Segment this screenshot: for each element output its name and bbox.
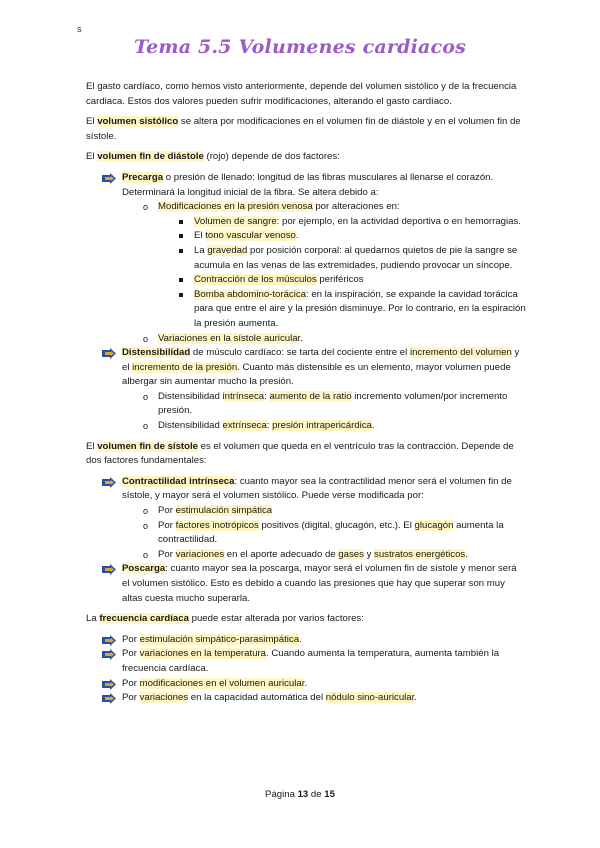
list-item: Volumen de sangre: por ejemplo, en la actividad deportiva o en hemorragias.	[86, 215, 526, 230]
list-item: o Por variaciones en el aporte adecuado de gases y sustratos energéticos.	[86, 548, 526, 563]
list-item: Por modificaciones en el volumen auricular.	[86, 677, 526, 692]
circle-bullet-icon: o	[143, 520, 149, 531]
list-item-contractilidad: Contractilidad intrínseca: cuanto mayor sea la contractilidad menor será el volumen fin de sístole, y mayor será el volumen sistólico. Puede verse modificada por: o Por estimulación simpática o Por factores inotrópicos positivos (digital, glucagón, etc.). El glucagón aumenta la contractilidad. o Por variaciones en el aporte adecuado de gases y sustratos energéticos.	[86, 475, 526, 563]
square-bullet-icon	[179, 249, 183, 253]
list-item-extrinseca: o Distensibilidad extrínseca: presión intrapericárdica.	[86, 419, 526, 434]
square-bullet-icon	[179, 234, 183, 238]
vfs-paragraph: El volumen fin de sístole es el volumen que queda en el ventrículo tras la contracción. Depende de dos factores fundamentales:	[86, 440, 514, 467]
circle-bullet-icon: o	[143, 202, 149, 213]
list-item-sistole-auricular: o Variaciones en la sístole auricular.	[86, 332, 526, 347]
circle-bullet-icon: o	[143, 421, 149, 432]
page-footer: Página 13 de 15	[265, 789, 335, 800]
square-bullet-icon	[179, 278, 183, 282]
vs-paragraph: El volumen sistólico se altera por modificaciones en el volumen fin de diástole y en el volumen fin de sístole.	[86, 116, 521, 142]
arrow-bullet-icon	[102, 173, 116, 184]
arrow-bullet-icon	[102, 348, 116, 359]
list-item-presion-venosa: o Modificaciones en la presión venosa por alteraciones en: Volumen de sangre: por ejemplo, en la actividad deportiva o en hemorragias. El tono vascular venoso. La gravedad por posición corporal: al quedarnos quietos de pie la sangre se acumula en las venas de las extremidades, pudiendo provocar un síncope. Contracción de los músculos periféricos Bomba abdomino-torácica: en la inspiración, se expande la cavidad torácica para que entre el aire y la presión disminuye. Por lo contrario, en la espiración la presión aumenta.	[86, 200, 526, 331]
circle-bullet-icon: o	[143, 549, 149, 560]
list-item: La gravedad por posición corporal: al quedarnos quietos de pie la sangre se acumula en las venas de las extremidades, pudiendo provocar un síncope.	[86, 244, 526, 273]
arrow-bullet-icon	[102, 477, 116, 488]
list-item-distensibilidad: Distensibilidad de músculo cardíaco: se tarta del cociente entre el incremento del volumen y el incremento de la presión. Cuanto más distensible es un elemento, mayor volumen puede albergar sin aumentar mucho la presión. o Distensibilidad intrínseca: aumento de la ratio incremento volumen/por incremento presión. o Distensibilidad extrínseca: presión intrapericárdica.	[86, 346, 526, 434]
list-item: o Por estimulación simpática	[86, 504, 526, 519]
arrow-bullet-icon	[102, 649, 116, 660]
square-bullet-icon	[179, 293, 183, 297]
arrow-bullet-icon	[102, 693, 116, 704]
term-volumen-sistolico: volumen sistólico	[97, 116, 179, 128]
term-vfs: volumen fin de sístole	[97, 440, 198, 452]
page-title: Tema 5.5 Volumenes cardiacos	[133, 36, 467, 58]
list-item: Bomba abdomino-torácica: en la inspiración, se expande la cavidad torácica para que entre el aire y la presión disminuye. Por lo contrario, en la espiración la presión aumenta.	[86, 288, 526, 332]
total-pages: 15	[324, 789, 335, 800]
vfd-factor-list	[86, 171, 526, 434]
arrow-bullet-icon	[102, 635, 116, 646]
fc-paragraph: La frecuencia cardíaca puede estar alterada por varios factores:	[86, 613, 364, 625]
list-item: Por estimulación simpático-parasimpática.	[86, 633, 526, 648]
list-item: o Por factores inotrópicos positivos (digital, glucagón, etc.). El glucagón aumenta la contractilidad.	[143, 519, 504, 546]
circle-bullet-icon: o	[143, 391, 149, 402]
list-item: El tono vascular venoso.	[86, 229, 526, 244]
arrow-bullet-icon	[102, 564, 116, 575]
circle-bullet-icon: o	[143, 333, 149, 344]
circle-bullet-icon: o	[143, 506, 149, 517]
vfs-factor-list	[86, 475, 526, 606]
document-body	[86, 80, 526, 706]
term-vfd: volumen fin de diástole	[97, 151, 204, 163]
list-item: Por variaciones en la temperatura. Cuando aumenta la temperatura, aumenta también la frecuencia cardíaca.	[86, 647, 526, 676]
fc-factor-list	[86, 633, 526, 706]
list-item-precarga: Precarga o presión de llenado: longitud de las fibras musculares al llenarse el corazón. Determinará la longitud inicial de la fibra. Se altera debido a: o Modificaciones en la presión venosa por alteraciones en: Volumen de sangre: por ejemplo, en la actividad deportiva o en hemorragias. El tono vascular venoso. La gravedad por posición corporal: al quedarnos quietos de pie la sangre se acumula en las venas de las extremidades, pudiendo provocar un síncope. Contracción de los músculos periféricos Bomba abdomino-torácica: en la inspiración, se expande la cavidad torácica para que entre el aire y la presión disminuye. Por lo contrario, en la espiración la presión aumenta. o Variaciones en la sístole auricular.	[86, 171, 526, 346]
list-item-poscarga: Poscarga: cuanto mayor sea la poscarga, mayor será el volumen fin de sístole y menor será el volumen sistólico. Esto es debido a cuando las presiones que hay que superar son muy altas cuesta mucho superarla.	[86, 562, 526, 606]
vfd-paragraph: El volumen fin de diástole (rojo) depende de dos factores:	[86, 151, 340, 163]
term-frecuencia-cardiaca: frecuencia cardíaca	[99, 613, 189, 625]
intro-paragraph: El gasto cardíaco, como hemos visto anteriormente, depende del volumen sistólico y de la frecuencia cardiaca. Estos dos valores pueden sufrir modificaciones, alterando el gasto cardíaco.	[86, 81, 517, 107]
current-page: 13	[297, 789, 309, 800]
square-bullet-icon	[179, 220, 183, 224]
arrow-bullet-icon	[102, 679, 116, 690]
header-mark: s	[77, 24, 82, 34]
list-item: Contracción de los músculos periféricos	[86, 273, 526, 288]
list-item: Por variaciones en la capacidad automática del nódulo sino-auricular.	[86, 691, 526, 706]
list-item-intrinseca: o Distensibilidad intrínseca: aumento de la ratio incremento volumen/por incremento presión.	[143, 390, 508, 417]
